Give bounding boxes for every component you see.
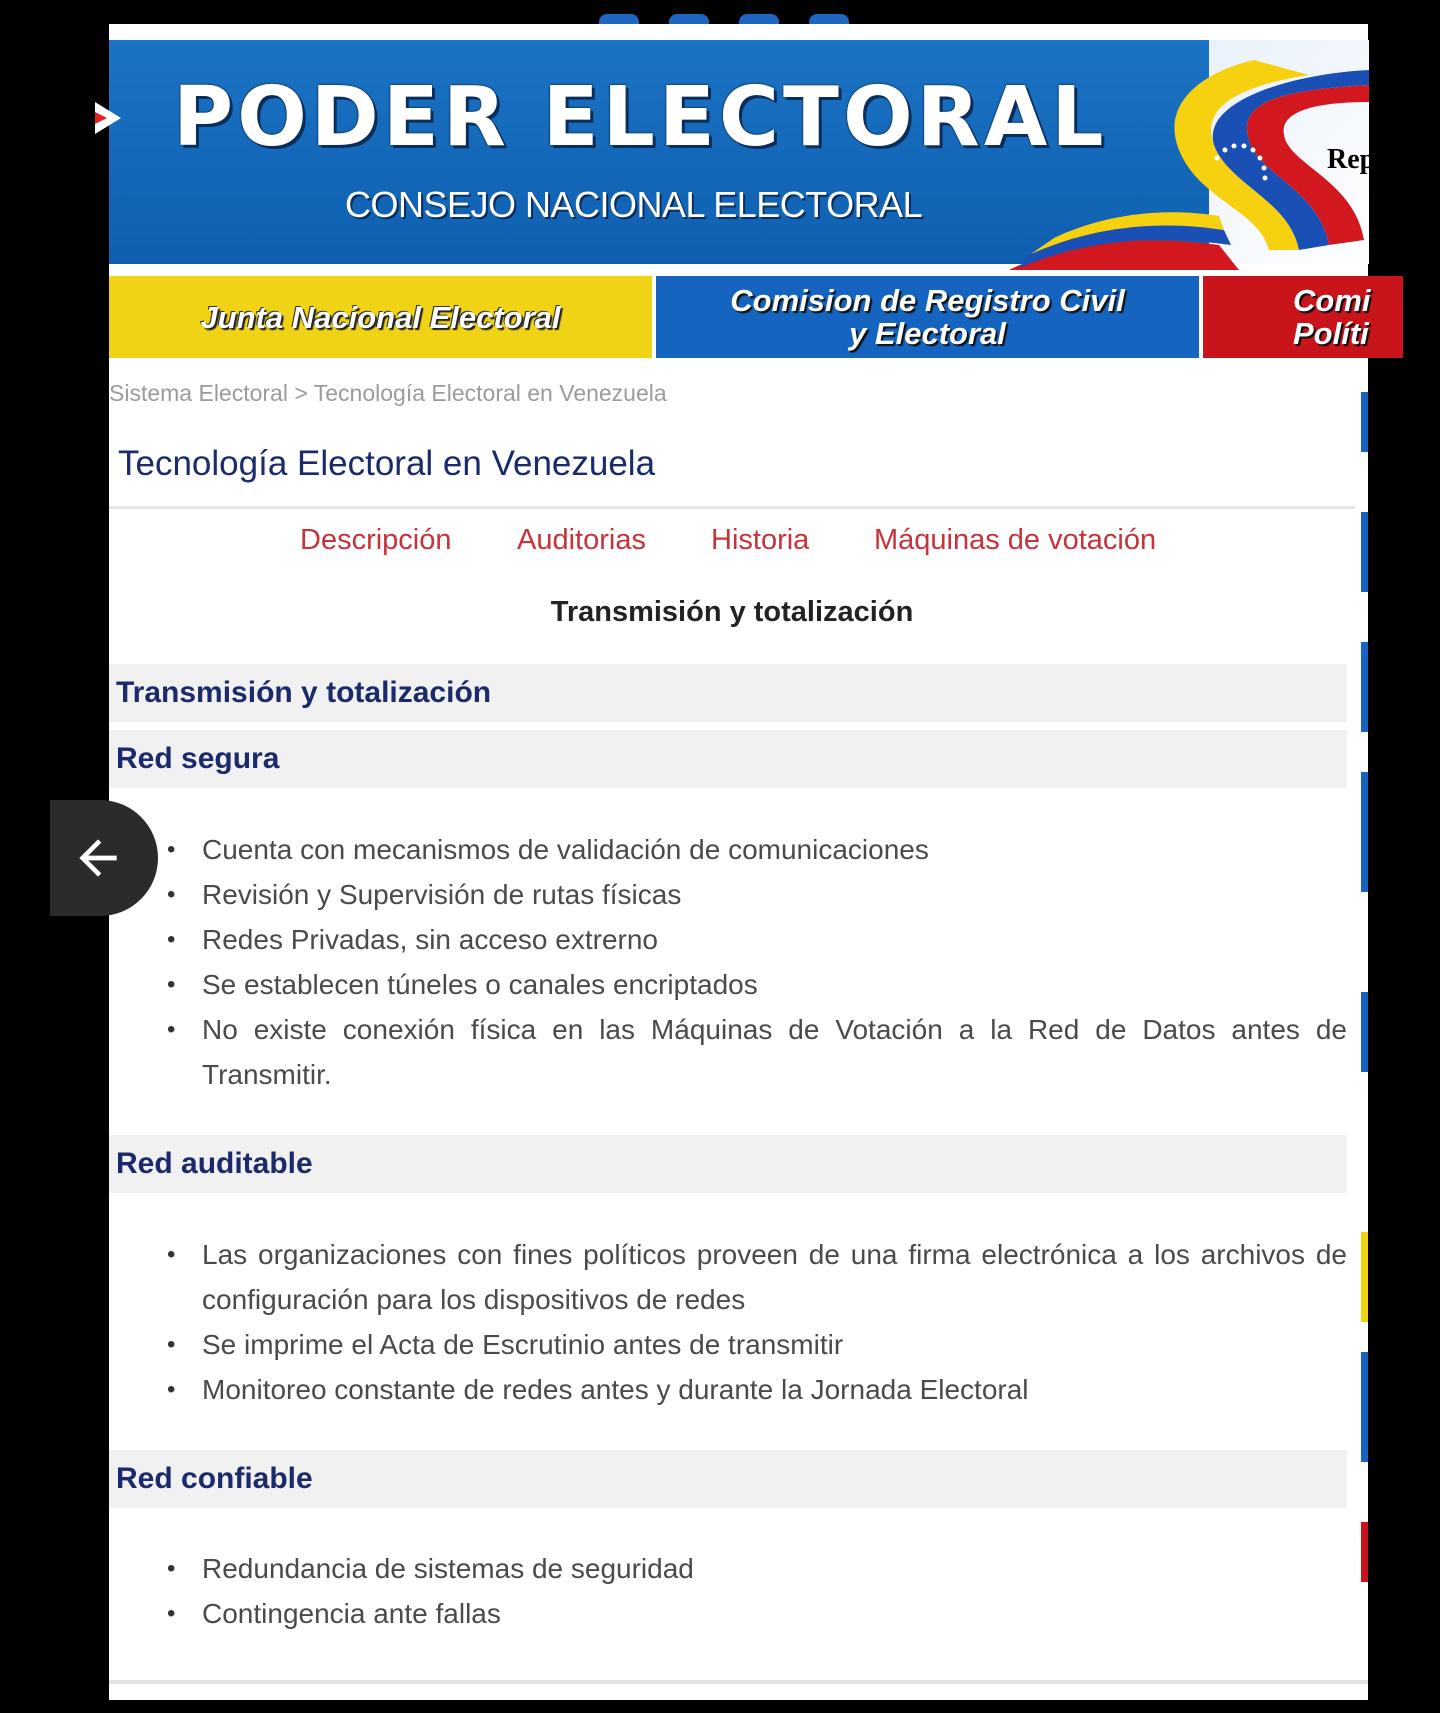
webpage-screenshot (109, 24, 1376, 1700)
banner-title: PODER ELECTORAL (173, 70, 1108, 165)
subnav-link-auditorias[interactable]: Auditorias (517, 524, 646, 556)
main-section-heading (109, 664, 1347, 722)
cne-logo-icon (91, 98, 125, 138)
list-item: • Contingencia ante fallas (202, 1591, 1347, 1636)
list-item: • Se imprime el Acta de Escrutinio antes de transmitir (202, 1322, 1347, 1367)
list-item: • Redundancia de sistemas de seguridad (202, 1546, 1347, 1591)
arrow-left-icon (70, 830, 126, 886)
tab-label-line1: Comi (1293, 283, 1371, 318)
institution-tabs (109, 276, 1371, 358)
section-heading-red-segura (109, 730, 1347, 788)
tab-label: Junta Nacional Electoral (200, 299, 561, 335)
tab-label-line2: Políti (1293, 316, 1369, 351)
list-item: • Las organizaciones con fines políticos proveen de una firma electrónica a los archivos de configuración para los dispositivos de redes (202, 1232, 1347, 1322)
list-item: • Redes Privadas, sin acceso extrerno (202, 917, 1347, 962)
breadcrumb[interactable]: Sistema Electoral > Tecnología Electoral en Venezuela (109, 380, 667, 406)
subnav-link-descripcion[interactable]: Descripción (300, 524, 452, 556)
section-heading-text: Red segura (116, 742, 280, 775)
tab-comision-participacion-politica[interactable] (1203, 276, 1403, 358)
section-heading-red-confiable (109, 1450, 1347, 1508)
title-divider (109, 506, 1355, 509)
banner-subtitle: CONSEJO NACIONAL ELECTORAL (345, 184, 923, 225)
list-item: • No existe conexión física en las Máquinas de Votación a la Red de Datos antes de Transmitir. (202, 1007, 1347, 1097)
list-item: • Se establecen túneles o canales encriptados (202, 962, 1347, 1007)
section-heading-red-auditable (109, 1135, 1347, 1193)
tab-label-line1: Comision de Registro Civil (730, 283, 1125, 318)
list-item: • Monitoreo constante de redes antes y durante la Jornada Electoral (202, 1367, 1347, 1412)
list-item: • Revisión y Supervisión de rutas físicas (202, 872, 1347, 917)
list-red-segura (109, 827, 1347, 1097)
tab-label-line2: y Electoral (849, 316, 1006, 351)
site-banner (109, 24, 1376, 264)
tab-junta-nacional-electoral[interactable] (109, 276, 652, 358)
right-edge-fragment (1361, 392, 1368, 1592)
section-heading-text: Red auditable (116, 1147, 313, 1180)
subnav-link-maquinas-de-votacion[interactable]: Máquinas de votación (874, 524, 1157, 556)
top-strip (109, 0, 1368, 24)
venezuela-flag-ribbon-icon (969, 40, 1369, 270)
tab-comision-registro-civil[interactable] (656, 276, 1199, 358)
subnav-link-historia[interactable]: Historia (711, 524, 810, 556)
list-item: • Cuenta con mecanismos de validación de comunicaciones (202, 827, 1347, 872)
section-heading-text: Red confiable (116, 1462, 313, 1495)
list-red-confiable (109, 1546, 1347, 1636)
page-title: Tecnología Electoral en Venezuela (118, 444, 656, 483)
header-fragment (669, 14, 709, 24)
banner-right-text: Rep (1327, 144, 1376, 175)
main-section-heading-text: Transmisión y totalización (116, 676, 492, 709)
bottom-divider (109, 1680, 1368, 1684)
header-fragment (599, 14, 639, 24)
header-fragment (739, 14, 779, 24)
section-subnav (109, 524, 1368, 574)
list-red-auditable (109, 1232, 1347, 1412)
subnav-current-item: Transmisión y totalización (550, 596, 914, 628)
header-fragment (809, 14, 849, 24)
